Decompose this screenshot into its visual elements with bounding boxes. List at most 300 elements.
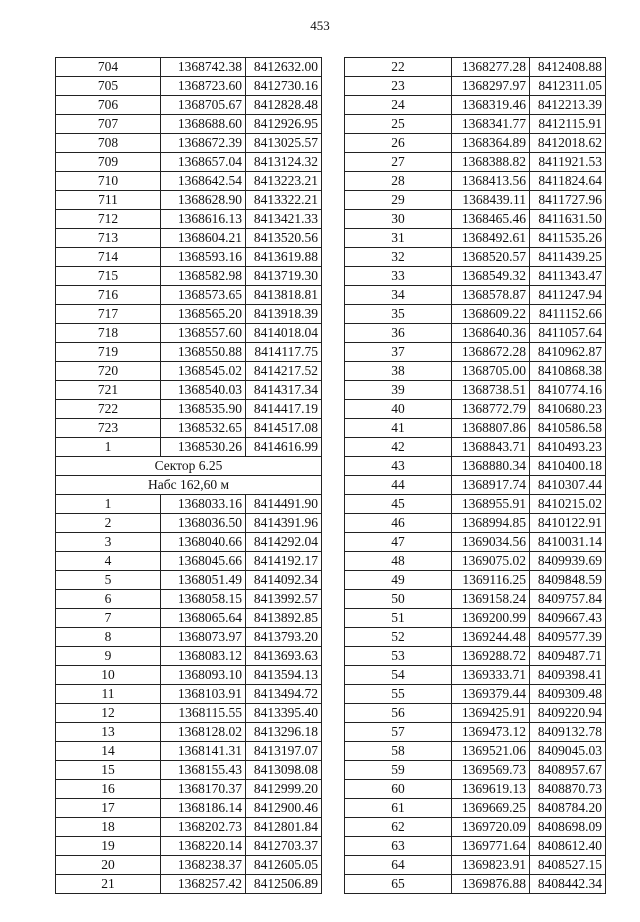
x-coordinate-cell: 1369075.02 <box>452 552 530 571</box>
table-row <box>56 134 322 153</box>
x-coordinate-cell: 1368073.97 <box>161 628 246 647</box>
table-row <box>345 837 606 856</box>
table-row <box>56 172 322 191</box>
y-coordinate-cell: 8414517.08 <box>246 419 322 438</box>
x-coordinate-cell: 1368115.55 <box>161 704 246 723</box>
section-header-row <box>56 476 322 495</box>
point-number-cell: 5 <box>56 571 161 590</box>
point-number-cell: 50 <box>345 590 452 609</box>
y-coordinate-cell: 8413322.21 <box>246 191 322 210</box>
x-coordinate-cell: 1368573.65 <box>161 286 246 305</box>
table-row <box>345 115 606 134</box>
x-coordinate-cell: 1368297.97 <box>452 77 530 96</box>
x-coordinate-cell: 1369720.09 <box>452 818 530 837</box>
point-number-cell: 42 <box>345 438 452 457</box>
x-coordinate-cell: 1368880.34 <box>452 457 530 476</box>
x-coordinate-cell: 1368036.50 <box>161 514 246 533</box>
table-row <box>56 628 322 647</box>
y-coordinate-cell: 8412311.05 <box>530 77 606 96</box>
point-number-cell: 46 <box>345 514 452 533</box>
x-coordinate-cell: 1368040.66 <box>161 533 246 552</box>
table-row <box>345 343 606 362</box>
y-coordinate-cell: 8412408.88 <box>530 58 606 77</box>
point-number-cell: 29 <box>345 191 452 210</box>
point-number-cell: 48 <box>345 552 452 571</box>
y-coordinate-cell: 8409398.41 <box>530 666 606 685</box>
point-number-cell: 17 <box>56 799 161 818</box>
x-coordinate-cell: 1369200.99 <box>452 609 530 628</box>
point-number-cell: 9 <box>56 647 161 666</box>
table-row <box>345 571 606 590</box>
point-number-cell: 28 <box>345 172 452 191</box>
x-coordinate-cell: 1368705.00 <box>452 362 530 381</box>
table-row <box>56 742 322 761</box>
point-number-cell: 18 <box>56 818 161 837</box>
x-coordinate-cell: 1368103.91 <box>161 685 246 704</box>
x-coordinate-cell: 1368277.28 <box>452 58 530 77</box>
y-coordinate-cell: 8414192.17 <box>246 552 322 571</box>
point-number-cell: 34 <box>345 286 452 305</box>
y-coordinate-cell: 8408442.34 <box>530 875 606 894</box>
x-coordinate-cell: 1369473.12 <box>452 723 530 742</box>
point-number-cell: 59 <box>345 761 452 780</box>
y-coordinate-cell: 8413918.39 <box>246 305 322 324</box>
x-coordinate-cell: 1368128.02 <box>161 723 246 742</box>
y-coordinate-cell: 8412801.84 <box>246 818 322 837</box>
y-coordinate-cell: 8414391.96 <box>246 514 322 533</box>
x-coordinate-cell: 1368628.90 <box>161 191 246 210</box>
x-coordinate-cell: 1368257.42 <box>161 875 246 894</box>
y-coordinate-cell: 8411727.96 <box>530 191 606 210</box>
y-coordinate-cell: 8413098.08 <box>246 761 322 780</box>
point-number-cell: 61 <box>345 799 452 818</box>
point-number-cell: 54 <box>345 666 452 685</box>
x-coordinate-cell: 1368058.15 <box>161 590 246 609</box>
section-subtitle: Набс 162,60 м <box>56 476 322 495</box>
y-coordinate-cell: 8410122.91 <box>530 514 606 533</box>
y-coordinate-cell: 8413296.18 <box>246 723 322 742</box>
table-row <box>345 495 606 514</box>
y-coordinate-cell: 8411921.53 <box>530 153 606 172</box>
x-coordinate-cell: 1368688.60 <box>161 115 246 134</box>
table-row <box>345 305 606 324</box>
table-row <box>56 552 322 571</box>
point-number-cell: 55 <box>345 685 452 704</box>
point-number-cell: 40 <box>345 400 452 419</box>
point-number-cell: 708 <box>56 134 161 153</box>
x-coordinate-cell: 1368155.43 <box>161 761 246 780</box>
x-coordinate-cell: 1368065.64 <box>161 609 246 628</box>
table-row <box>345 799 606 818</box>
y-coordinate-cell: 8410400.18 <box>530 457 606 476</box>
x-coordinate-cell: 1369379.44 <box>452 685 530 704</box>
table-row <box>56 438 322 457</box>
y-coordinate-cell: 8412632.00 <box>246 58 322 77</box>
point-number-cell: 44 <box>345 476 452 495</box>
y-coordinate-cell: 8413124.32 <box>246 153 322 172</box>
table-row <box>345 153 606 172</box>
table-row <box>345 77 606 96</box>
point-number-cell: 707 <box>56 115 161 134</box>
right-coordinates-table <box>344 57 606 894</box>
x-coordinate-cell: 1368657.04 <box>161 153 246 172</box>
x-coordinate-cell: 1368843.71 <box>452 438 530 457</box>
x-coordinate-cell: 1369116.25 <box>452 571 530 590</box>
x-coordinate-cell: 1368141.31 <box>161 742 246 761</box>
table-row <box>56 837 322 856</box>
point-number-cell: 30 <box>345 210 452 229</box>
x-coordinate-cell: 1368557.60 <box>161 324 246 343</box>
point-number-cell: 717 <box>56 305 161 324</box>
x-coordinate-cell: 1368672.39 <box>161 134 246 153</box>
y-coordinate-cell: 8411631.50 <box>530 210 606 229</box>
table-row <box>56 533 322 552</box>
point-number-cell: 4 <box>56 552 161 571</box>
point-number-cell: 20 <box>56 856 161 875</box>
table-row <box>56 58 322 77</box>
y-coordinate-cell: 8414292.04 <box>246 533 322 552</box>
x-coordinate-cell: 1368202.73 <box>161 818 246 837</box>
point-number-cell: 705 <box>56 77 161 96</box>
point-number-cell: 3 <box>56 533 161 552</box>
x-coordinate-cell: 1369288.72 <box>452 647 530 666</box>
point-number-cell: 718 <box>56 324 161 343</box>
table-row <box>56 210 322 229</box>
y-coordinate-cell: 8409045.03 <box>530 742 606 761</box>
table-row <box>345 267 606 286</box>
x-coordinate-cell: 1369425.91 <box>452 704 530 723</box>
point-number-cell: 16 <box>56 780 161 799</box>
x-coordinate-cell: 1368492.61 <box>452 229 530 248</box>
y-coordinate-cell: 8410680.23 <box>530 400 606 419</box>
table-row <box>56 77 322 96</box>
table-row <box>345 286 606 305</box>
y-coordinate-cell: 8412605.05 <box>246 856 322 875</box>
y-coordinate-cell: 8408612.40 <box>530 837 606 856</box>
x-coordinate-cell: 1368642.54 <box>161 172 246 191</box>
y-coordinate-cell: 8409667.43 <box>530 609 606 628</box>
y-coordinate-cell: 8412926.95 <box>246 115 322 134</box>
x-coordinate-cell: 1368388.82 <box>452 153 530 172</box>
table-row <box>345 780 606 799</box>
y-coordinate-cell: 8411439.25 <box>530 248 606 267</box>
x-coordinate-cell: 1368917.74 <box>452 476 530 495</box>
x-coordinate-cell: 1369823.91 <box>452 856 530 875</box>
point-number-cell: 11 <box>56 685 161 704</box>
table-row <box>345 685 606 704</box>
table-row <box>56 343 322 362</box>
point-number-cell: 47 <box>345 533 452 552</box>
y-coordinate-cell: 8409848.59 <box>530 571 606 590</box>
y-coordinate-cell: 8409939.69 <box>530 552 606 571</box>
y-coordinate-cell: 8411535.26 <box>530 229 606 248</box>
x-coordinate-cell: 1368616.13 <box>161 210 246 229</box>
x-coordinate-cell: 1368604.21 <box>161 229 246 248</box>
y-coordinate-cell: 8412730.16 <box>246 77 322 96</box>
table-row <box>345 381 606 400</box>
point-number-cell: 32 <box>345 248 452 267</box>
y-coordinate-cell: 8412999.20 <box>246 780 322 799</box>
table-row <box>56 571 322 590</box>
y-coordinate-cell: 8411057.64 <box>530 324 606 343</box>
table-row <box>345 476 606 495</box>
point-number-cell: 21 <box>56 875 161 894</box>
y-coordinate-cell: 8414117.75 <box>246 343 322 362</box>
point-number-cell: 721 <box>56 381 161 400</box>
x-coordinate-cell: 1368540.03 <box>161 381 246 400</box>
table-row <box>345 96 606 115</box>
y-coordinate-cell: 8410031.14 <box>530 533 606 552</box>
point-number-cell: 8 <box>56 628 161 647</box>
x-coordinate-cell: 1368220.14 <box>161 837 246 856</box>
x-coordinate-cell: 1368238.37 <box>161 856 246 875</box>
point-number-cell: 14 <box>56 742 161 761</box>
table-row <box>56 115 322 134</box>
point-number-cell: 64 <box>345 856 452 875</box>
point-number-cell: 33 <box>345 267 452 286</box>
left-table-body <box>56 58 322 894</box>
y-coordinate-cell: 8413223.21 <box>246 172 322 191</box>
point-number-cell: 41 <box>345 419 452 438</box>
y-coordinate-cell: 8413520.56 <box>246 229 322 248</box>
y-coordinate-cell: 8413793.20 <box>246 628 322 647</box>
point-number-cell: 52 <box>345 628 452 647</box>
point-number-cell: 26 <box>345 134 452 153</box>
point-number-cell: 23 <box>345 77 452 96</box>
x-coordinate-cell: 1368535.90 <box>161 400 246 419</box>
x-coordinate-cell: 1368532.65 <box>161 419 246 438</box>
y-coordinate-cell: 8409757.84 <box>530 590 606 609</box>
x-coordinate-cell: 1368807.86 <box>452 419 530 438</box>
table-row <box>56 248 322 267</box>
table-row <box>345 134 606 153</box>
x-coordinate-cell: 1368439.11 <box>452 191 530 210</box>
table-row <box>56 305 322 324</box>
point-number-cell: 15 <box>56 761 161 780</box>
table-row <box>56 362 322 381</box>
x-coordinate-cell: 1368565.20 <box>161 305 246 324</box>
point-number-cell: 704 <box>56 58 161 77</box>
point-number-cell: 711 <box>56 191 161 210</box>
x-coordinate-cell: 1368578.87 <box>452 286 530 305</box>
table-row <box>56 723 322 742</box>
table-row <box>345 58 606 77</box>
table-row <box>345 457 606 476</box>
table-row <box>345 514 606 533</box>
point-number-cell: 38 <box>345 362 452 381</box>
y-coordinate-cell: 8412900.46 <box>246 799 322 818</box>
x-coordinate-cell: 1368186.14 <box>161 799 246 818</box>
y-coordinate-cell: 8413421.33 <box>246 210 322 229</box>
table-row <box>345 761 606 780</box>
x-coordinate-cell: 1368051.49 <box>161 571 246 590</box>
y-coordinate-cell: 8410215.02 <box>530 495 606 514</box>
y-coordinate-cell: 8410962.87 <box>530 343 606 362</box>
y-coordinate-cell: 8408698.09 <box>530 818 606 837</box>
point-number-cell: 715 <box>56 267 161 286</box>
table-row <box>56 761 322 780</box>
x-coordinate-cell: 1368772.79 <box>452 400 530 419</box>
left-coordinates-table <box>55 57 322 894</box>
y-coordinate-cell: 8410774.16 <box>530 381 606 400</box>
x-coordinate-cell: 1368640.36 <box>452 324 530 343</box>
table-row <box>345 856 606 875</box>
y-coordinate-cell: 8413719.30 <box>246 267 322 286</box>
y-coordinate-cell: 8414217.52 <box>246 362 322 381</box>
point-number-cell: 56 <box>345 704 452 723</box>
table-row <box>56 267 322 286</box>
table-row <box>345 552 606 571</box>
point-number-cell: 2 <box>56 514 161 533</box>
table-row <box>56 286 322 305</box>
y-coordinate-cell: 8409577.39 <box>530 628 606 647</box>
table-row <box>56 685 322 704</box>
table-row <box>56 780 322 799</box>
table-row <box>345 609 606 628</box>
x-coordinate-cell: 1368319.46 <box>452 96 530 115</box>
y-coordinate-cell: 8414018.04 <box>246 324 322 343</box>
y-coordinate-cell: 8413818.81 <box>246 286 322 305</box>
y-coordinate-cell: 8411152.66 <box>530 305 606 324</box>
point-number-cell: 723 <box>56 419 161 438</box>
point-number-cell: 13 <box>56 723 161 742</box>
point-number-cell: 709 <box>56 153 161 172</box>
y-coordinate-cell: 8413494.72 <box>246 685 322 704</box>
point-number-cell: 53 <box>345 647 452 666</box>
x-coordinate-cell: 1369244.48 <box>452 628 530 647</box>
point-number-cell: 43 <box>345 457 452 476</box>
x-coordinate-cell: 1369158.24 <box>452 590 530 609</box>
y-coordinate-cell: 8409487.71 <box>530 647 606 666</box>
x-coordinate-cell: 1368550.88 <box>161 343 246 362</box>
x-coordinate-cell: 1368413.56 <box>452 172 530 191</box>
table-row <box>345 191 606 210</box>
table-row <box>345 704 606 723</box>
y-coordinate-cell: 8414417.19 <box>246 400 322 419</box>
y-coordinate-cell: 8410493.23 <box>530 438 606 457</box>
y-coordinate-cell: 8412115.91 <box>530 115 606 134</box>
point-number-cell: 39 <box>345 381 452 400</box>
y-coordinate-cell: 8413197.07 <box>246 742 322 761</box>
table-row <box>56 153 322 172</box>
x-coordinate-cell: 1368582.98 <box>161 267 246 286</box>
table-row <box>345 324 606 343</box>
table-row <box>345 647 606 666</box>
x-coordinate-cell: 1369771.64 <box>452 837 530 856</box>
x-coordinate-cell: 1368955.91 <box>452 495 530 514</box>
y-coordinate-cell: 8408870.73 <box>530 780 606 799</box>
section-header-row <box>56 457 322 476</box>
point-number-cell: 714 <box>56 248 161 267</box>
y-coordinate-cell: 8412213.39 <box>530 96 606 115</box>
table-row <box>56 856 322 875</box>
section-title: Сектор 6.25 <box>56 457 322 476</box>
table-row <box>345 172 606 191</box>
y-coordinate-cell: 8409132.78 <box>530 723 606 742</box>
x-coordinate-cell: 1368672.28 <box>452 343 530 362</box>
table-row <box>56 229 322 248</box>
y-coordinate-cell: 8408527.15 <box>530 856 606 875</box>
point-number-cell: 25 <box>345 115 452 134</box>
y-coordinate-cell: 8410868.38 <box>530 362 606 381</box>
x-coordinate-cell: 1368705.67 <box>161 96 246 115</box>
x-coordinate-cell: 1368341.77 <box>452 115 530 134</box>
point-number-cell: 51 <box>345 609 452 628</box>
table-row <box>56 666 322 685</box>
y-coordinate-cell: 8413025.57 <box>246 134 322 153</box>
point-number-cell: 49 <box>345 571 452 590</box>
x-coordinate-cell: 1368520.57 <box>452 248 530 267</box>
point-number-cell: 36 <box>345 324 452 343</box>
x-coordinate-cell: 1368465.46 <box>452 210 530 229</box>
y-coordinate-cell: 8413693.63 <box>246 647 322 666</box>
y-coordinate-cell: 8413594.13 <box>246 666 322 685</box>
table-row <box>345 533 606 552</box>
table-row <box>345 742 606 761</box>
x-coordinate-cell: 1368093.10 <box>161 666 246 685</box>
table-row <box>56 704 322 723</box>
point-number-cell: 706 <box>56 96 161 115</box>
point-number-cell: 63 <box>345 837 452 856</box>
x-coordinate-cell: 1369333.71 <box>452 666 530 685</box>
x-coordinate-cell: 1368364.89 <box>452 134 530 153</box>
x-coordinate-cell: 1368545.02 <box>161 362 246 381</box>
table-row <box>345 400 606 419</box>
x-coordinate-cell: 1368994.85 <box>452 514 530 533</box>
point-number-cell: 37 <box>345 343 452 362</box>
x-coordinate-cell: 1368170.37 <box>161 780 246 799</box>
y-coordinate-cell: 8413992.57 <box>246 590 322 609</box>
point-number-cell: 719 <box>56 343 161 362</box>
y-coordinate-cell: 8409220.94 <box>530 704 606 723</box>
point-number-cell: 24 <box>345 96 452 115</box>
point-number-cell: 60 <box>345 780 452 799</box>
y-coordinate-cell: 8414616.99 <box>246 438 322 457</box>
x-coordinate-cell: 1368045.66 <box>161 552 246 571</box>
table-row <box>56 514 322 533</box>
table-row <box>345 419 606 438</box>
x-coordinate-cell: 1369619.13 <box>452 780 530 799</box>
point-number-cell: 720 <box>56 362 161 381</box>
x-coordinate-cell: 1368549.32 <box>452 267 530 286</box>
x-coordinate-cell: 1368033.16 <box>161 495 246 514</box>
table-row <box>56 609 322 628</box>
table-row <box>345 666 606 685</box>
point-number-cell: 7 <box>56 609 161 628</box>
table-row <box>56 419 322 438</box>
y-coordinate-cell: 8410586.58 <box>530 419 606 438</box>
point-number-cell: 22 <box>345 58 452 77</box>
x-coordinate-cell: 1368742.38 <box>161 58 246 77</box>
point-number-cell: 58 <box>345 742 452 761</box>
x-coordinate-cell: 1369569.73 <box>452 761 530 780</box>
y-coordinate-cell: 8408784.20 <box>530 799 606 818</box>
table-row <box>56 191 322 210</box>
table-row <box>345 362 606 381</box>
table-row <box>56 875 322 894</box>
y-coordinate-cell: 8408957.67 <box>530 761 606 780</box>
y-coordinate-cell: 8414092.34 <box>246 571 322 590</box>
point-number-cell: 27 <box>345 153 452 172</box>
right-table-body <box>345 58 606 894</box>
point-number-cell: 31 <box>345 229 452 248</box>
table-row <box>345 229 606 248</box>
table-row <box>56 799 322 818</box>
point-number-cell: 712 <box>56 210 161 229</box>
point-number-cell: 710 <box>56 172 161 191</box>
page-number: 453 <box>310 18 330 33</box>
table-row <box>345 875 606 894</box>
